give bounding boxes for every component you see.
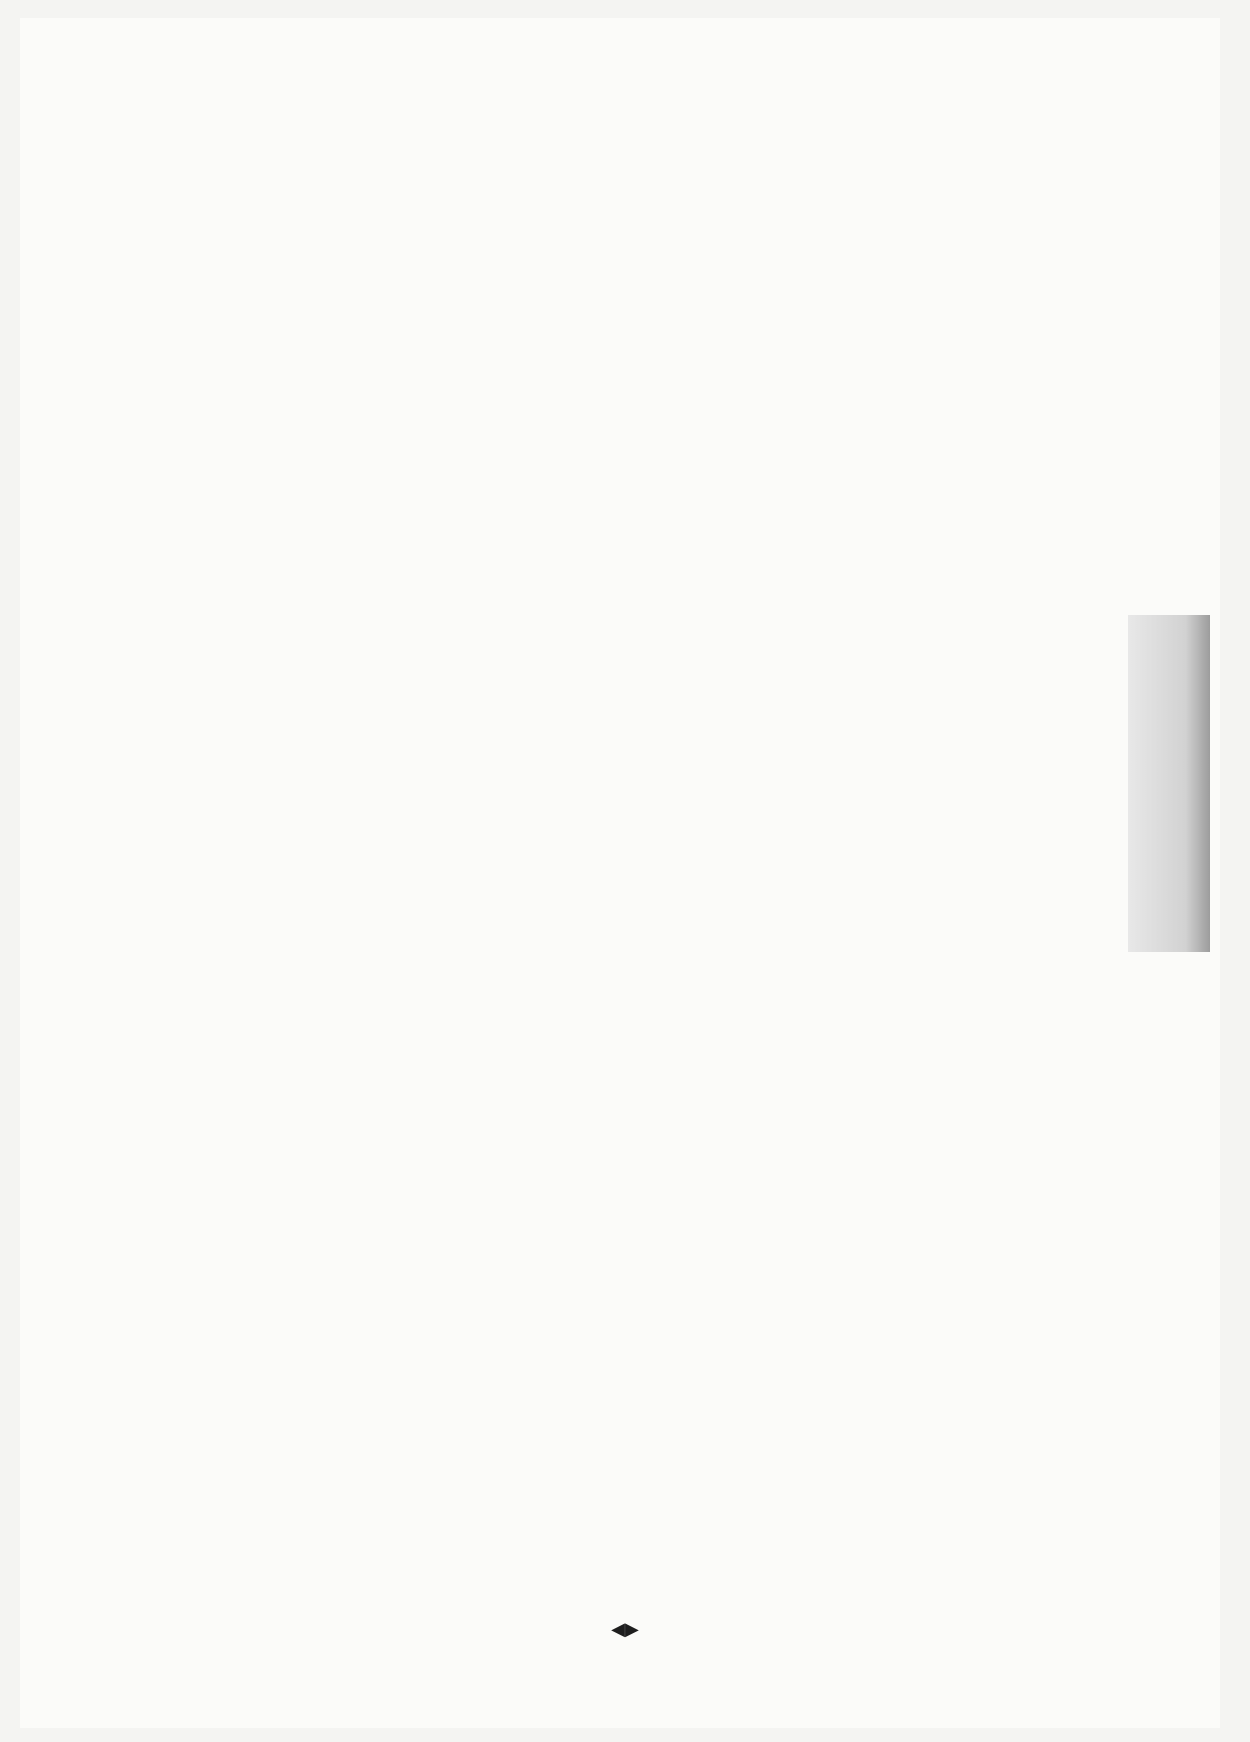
right-triangle-icon: ▶	[625, 1619, 639, 1640]
section-heading-unit-practice	[105, 264, 131, 346]
left-triangle-icon: ◀	[611, 1619, 625, 1640]
side-tab	[1128, 615, 1210, 952]
page-number	[0, 1617, 1250, 1642]
answer-content	[105, 118, 1080, 350]
section-heading-week9	[105, 144, 1080, 232]
